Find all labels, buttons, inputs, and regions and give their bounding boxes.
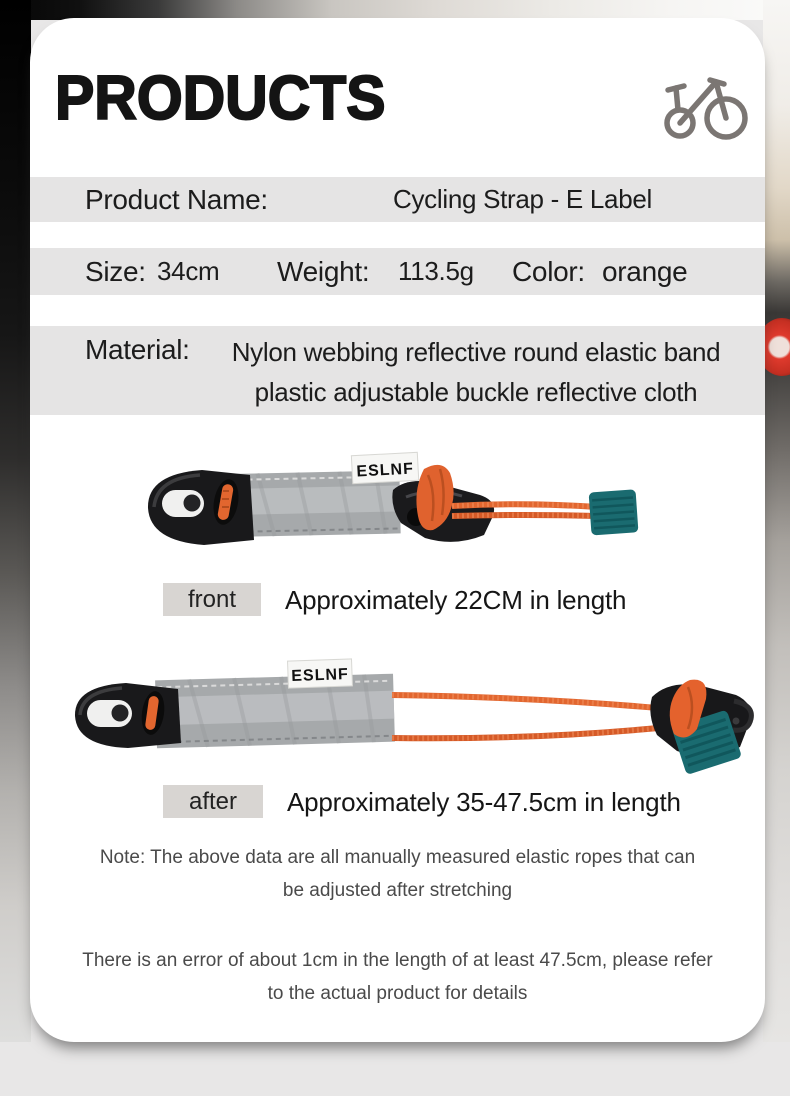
page-title: PRODUCTS xyxy=(55,64,386,133)
product-name-label: Product Name: xyxy=(85,183,268,215)
material-label: Material: xyxy=(85,334,190,365)
size-label: Size: xyxy=(85,255,146,287)
material-text xyxy=(198,332,754,412)
elastic-cords-after xyxy=(392,695,658,738)
weight-label: Weight: xyxy=(277,255,370,287)
background-photo-left xyxy=(0,0,31,1042)
front-caption: Approximately 22CM in length xyxy=(285,585,627,615)
left-clip-front xyxy=(148,470,254,545)
product-card xyxy=(30,18,765,1042)
strap-front-illustration xyxy=(140,445,660,555)
strap-after-illustration xyxy=(60,655,760,775)
product-name-row xyxy=(30,177,765,222)
note-tolerance-line-2: to the actual product for details xyxy=(267,983,528,1004)
after-caption: Approximately 35-47.5cm in length xyxy=(287,787,681,817)
note-measurement-line-1: Note: The above data are all manually measured elastic ropes that can xyxy=(99,847,696,868)
note-measurement xyxy=(30,841,765,907)
teal-tab-front xyxy=(589,489,639,535)
material-line-2: plastic adjustable buckle reflective cloth xyxy=(254,377,698,407)
note-measurement-line-2: be adjusted after stretching xyxy=(282,880,513,901)
material-line-1: Nylon webbing reflective round elastic band xyxy=(231,337,721,367)
note-tolerance-line-1: There is an error of about 1cm in the length of at least 47.5cm, please refer xyxy=(82,950,713,971)
front-tag: front xyxy=(163,583,261,616)
after-tag: after xyxy=(163,785,263,818)
color-label: Color: xyxy=(512,255,585,287)
webbing-after xyxy=(155,674,395,749)
color-value: orange xyxy=(602,255,688,287)
weight-value: 113.5g xyxy=(398,256,474,286)
left-clip-after xyxy=(75,683,181,748)
material-row xyxy=(30,326,765,415)
brand-tag-after xyxy=(288,659,353,688)
note-tolerance xyxy=(30,944,765,1010)
background-photo-right xyxy=(763,0,790,1042)
background-bottom xyxy=(0,1042,790,1096)
brand-tag-text: ESLNF xyxy=(291,666,350,686)
background-photo-top xyxy=(0,0,790,20)
brand-tag-text: ESLNF xyxy=(356,460,415,481)
brand-tag-front xyxy=(351,452,418,483)
size-value: 34cm xyxy=(157,256,220,286)
size-weight-color-row xyxy=(30,248,765,295)
bicycle-icon xyxy=(663,71,753,143)
product-name-value: Cycling Strap - E Label xyxy=(393,184,653,214)
